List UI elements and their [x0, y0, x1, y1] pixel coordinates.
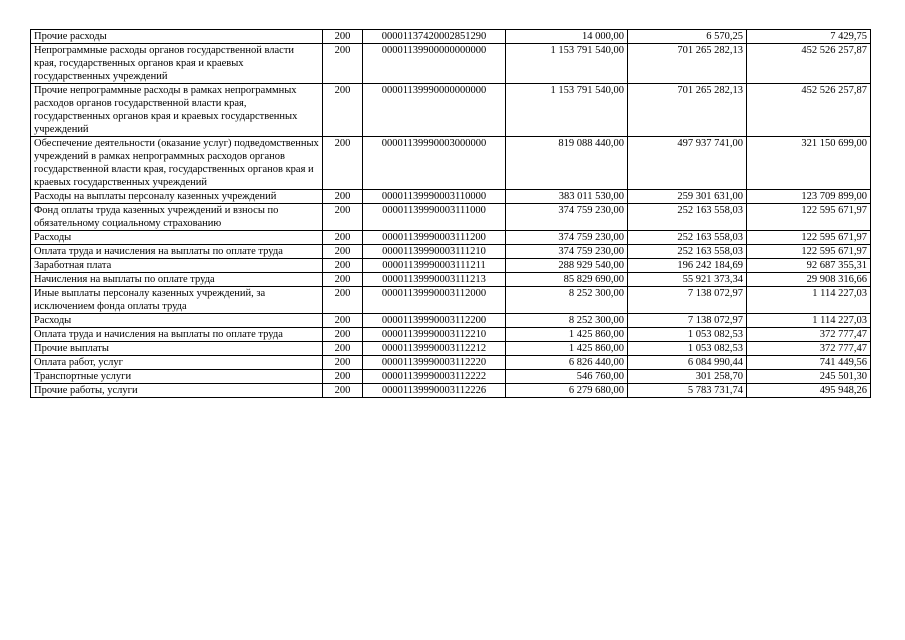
row-name-cell: Транспортные услуги: [31, 370, 323, 384]
row-executed-amount-cell: 497 937 741,00: [628, 137, 747, 190]
row-classification-code-cell: 00001139990003111211: [363, 259, 506, 273]
table-row: [31, 314, 871, 328]
row-approved-amount-cell: 85 829 690,00: [506, 273, 628, 287]
row-name-cell: Расходы: [31, 231, 323, 245]
row-remaining-amount-cell: 122 595 671,97: [747, 204, 871, 231]
row-approved-amount-cell: 288 929 540,00: [506, 259, 628, 273]
row-classification-code-cell: 00001137420002851290: [363, 30, 506, 44]
row-name-cell: Расходы: [31, 314, 323, 328]
row-name-cell: Фонд оплаты труда казенных учреждений и взносы по обязательному социальному страхованию: [31, 204, 323, 231]
row-remaining-amount-cell: 245 501,30: [747, 370, 871, 384]
table-row: [31, 384, 871, 398]
row-remaining-amount-cell: 495 948,26: [747, 384, 871, 398]
table-body: [31, 30, 871, 398]
table-row: [31, 44, 871, 84]
row-remaining-amount-cell: 122 595 671,97: [747, 231, 871, 245]
row-classification-code-cell: 00001139990003111213: [363, 273, 506, 287]
row-approved-amount-cell: 374 759 230,00: [506, 231, 628, 245]
row-classification-code-cell: 00001139990003112210: [363, 328, 506, 342]
row-name-cell: Прочие расходы: [31, 30, 323, 44]
row-remaining-amount-cell: 122 595 671,97: [747, 245, 871, 259]
row-executed-amount-cell: 252 163 558,03: [628, 204, 747, 231]
row-classification-code-cell: 00001139990003112222: [363, 370, 506, 384]
row-approved-amount-cell: 1 153 791 540,00: [506, 84, 628, 137]
row-code-cell: 200: [323, 356, 363, 370]
row-approved-amount-cell: 6 826 440,00: [506, 356, 628, 370]
row-approved-amount-cell: 6 279 680,00: [506, 384, 628, 398]
row-remaining-amount-cell: 1 114 227,03: [747, 314, 871, 328]
row-executed-amount-cell: 259 301 631,00: [628, 190, 747, 204]
row-approved-amount-cell: 1 425 860,00: [506, 342, 628, 356]
row-remaining-amount-cell: 452 526 257,87: [747, 44, 871, 84]
row-code-cell: 200: [323, 44, 363, 84]
row-approved-amount-cell: 14 000,00: [506, 30, 628, 44]
table-row: [31, 204, 871, 231]
row-code-cell: 200: [323, 231, 363, 245]
row-remaining-amount-cell: 372 777,47: [747, 328, 871, 342]
row-code-cell: 200: [323, 84, 363, 137]
table-row: [31, 245, 871, 259]
row-executed-amount-cell: 701 265 282,13: [628, 84, 747, 137]
budget-execution-table: [30, 29, 871, 398]
row-code-cell: 200: [323, 287, 363, 314]
row-name-cell: Оплата труда и начисления на выплаты по оплате труда: [31, 245, 323, 259]
table-row: [31, 259, 871, 273]
row-code-cell: 200: [323, 137, 363, 190]
row-approved-amount-cell: 819 088 440,00: [506, 137, 628, 190]
row-executed-amount-cell: 5 783 731,74: [628, 384, 747, 398]
table-row: [31, 328, 871, 342]
row-remaining-amount-cell: 7 429,75: [747, 30, 871, 44]
row-executed-amount-cell: 252 163 558,03: [628, 231, 747, 245]
table-row: [31, 190, 871, 204]
table-row: [31, 231, 871, 245]
row-approved-amount-cell: 8 252 300,00: [506, 287, 628, 314]
row-remaining-amount-cell: 452 526 257,87: [747, 84, 871, 137]
row-remaining-amount-cell: 123 709 899,00: [747, 190, 871, 204]
row-executed-amount-cell: 196 242 184,69: [628, 259, 747, 273]
row-name-cell: Оплата работ, услуг: [31, 356, 323, 370]
row-classification-code-cell: 00001139990003112000: [363, 287, 506, 314]
table-row: [31, 84, 871, 137]
row-classification-code-cell: 00001139990003000000: [363, 137, 506, 190]
table-row: [31, 287, 871, 314]
row-executed-amount-cell: 1 053 082,53: [628, 342, 747, 356]
row-code-cell: 200: [323, 204, 363, 231]
row-classification-code-cell: 00001139900000000000: [363, 44, 506, 84]
row-executed-amount-cell: 7 138 072,97: [628, 287, 747, 314]
row-remaining-amount-cell: 1 114 227,03: [747, 287, 871, 314]
row-approved-amount-cell: 374 759 230,00: [506, 204, 628, 231]
table-row: [31, 273, 871, 287]
row-name-cell: Заработная плата: [31, 259, 323, 273]
row-code-cell: 200: [323, 314, 363, 328]
row-approved-amount-cell: 374 759 230,00: [506, 245, 628, 259]
table-row: [31, 137, 871, 190]
row-approved-amount-cell: 383 011 530,00: [506, 190, 628, 204]
row-executed-amount-cell: 701 265 282,13: [628, 44, 747, 84]
row-remaining-amount-cell: 372 777,47: [747, 342, 871, 356]
row-code-cell: 200: [323, 30, 363, 44]
row-approved-amount-cell: 546 760,00: [506, 370, 628, 384]
row-code-cell: 200: [323, 245, 363, 259]
row-classification-code-cell: 00001139990003112200: [363, 314, 506, 328]
row-code-cell: 200: [323, 370, 363, 384]
table-row: [31, 370, 871, 384]
row-code-cell: 200: [323, 259, 363, 273]
row-name-cell: Начисления на выплаты по оплате труда: [31, 273, 323, 287]
row-name-cell: Прочие непрограммные расходы в рамках непрограммных расходов органов государственной власти края, государственных органов края и краевых государственных учреждений: [31, 84, 323, 137]
row-classification-code-cell: 00001139990003110000: [363, 190, 506, 204]
row-remaining-amount-cell: 741 449,56: [747, 356, 871, 370]
row-executed-amount-cell: 6 084 990,44: [628, 356, 747, 370]
row-code-cell: 200: [323, 342, 363, 356]
table-row: [31, 356, 871, 370]
row-name-cell: Расходы на выплаты персоналу казенных учреждений: [31, 190, 323, 204]
row-approved-amount-cell: 1 153 791 540,00: [506, 44, 628, 84]
row-name-cell: Иные выплаты персоналу казенных учреждений, за исключением фонда оплаты труда: [31, 287, 323, 314]
table-row: [31, 30, 871, 44]
row-executed-amount-cell: 6 570,25: [628, 30, 747, 44]
row-classification-code-cell: 00001139990003112226: [363, 384, 506, 398]
row-classification-code-cell: 00001139990003111000: [363, 204, 506, 231]
row-name-cell: Обеспечение деятельности (оказание услуг) подведомственных учреждений в рамках непрограммных расходов органов государственной власти края, государственных органов края и краевых государственных учреждений: [31, 137, 323, 190]
row-name-cell: Оплата труда и начисления на выплаты по оплате труда: [31, 328, 323, 342]
row-name-cell: Прочие работы, услуги: [31, 384, 323, 398]
row-remaining-amount-cell: 92 687 355,31: [747, 259, 871, 273]
row-approved-amount-cell: 1 425 860,00: [506, 328, 628, 342]
row-classification-code-cell: 00001139990003111200: [363, 231, 506, 245]
row-code-cell: 200: [323, 328, 363, 342]
row-executed-amount-cell: 55 921 373,34: [628, 273, 747, 287]
row-code-cell: 200: [323, 384, 363, 398]
row-name-cell: Прочие выплаты: [31, 342, 323, 356]
row-executed-amount-cell: 301 258,70: [628, 370, 747, 384]
row-name-cell: Непрограммные расходы органов государственной власти края, государственных органов края и краевых государственных учреждений: [31, 44, 323, 84]
row-executed-amount-cell: 252 163 558,03: [628, 245, 747, 259]
row-remaining-amount-cell: 29 908 316,66: [747, 273, 871, 287]
row-remaining-amount-cell: 321 150 699,00: [747, 137, 871, 190]
row-classification-code-cell: 00001139990000000000: [363, 84, 506, 137]
row-classification-code-cell: 00001139990003112212: [363, 342, 506, 356]
row-approved-amount-cell: 8 252 300,00: [506, 314, 628, 328]
row-executed-amount-cell: 7 138 072,97: [628, 314, 747, 328]
row-code-cell: 200: [323, 190, 363, 204]
row-code-cell: 200: [323, 273, 363, 287]
table-row: [31, 342, 871, 356]
row-classification-code-cell: 00001139990003112220: [363, 356, 506, 370]
row-executed-amount-cell: 1 053 082,53: [628, 328, 747, 342]
row-classification-code-cell: 00001139990003111210: [363, 245, 506, 259]
